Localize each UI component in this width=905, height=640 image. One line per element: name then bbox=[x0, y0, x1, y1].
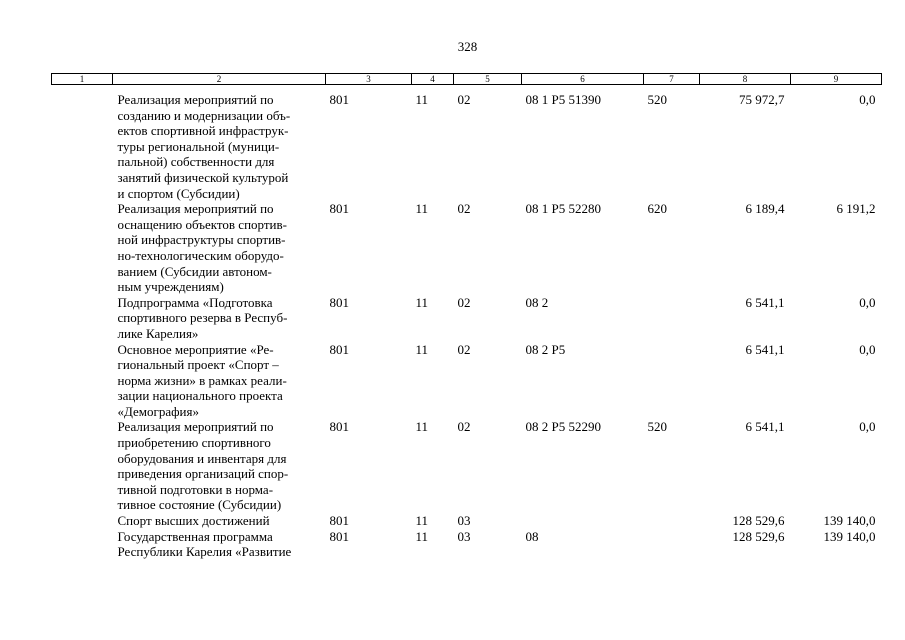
cell-ministry: 801 bbox=[329, 513, 349, 529]
cell-section: 11 bbox=[415, 528, 429, 544]
name-line: Реализация мероприятий по bbox=[117, 419, 274, 435]
name-line: «Демография» bbox=[117, 403, 199, 419]
name-line: пальной) собственности для bbox=[117, 154, 275, 170]
cell-ministry: 801 bbox=[329, 201, 349, 217]
cell-amount-2: 139 140,0 bbox=[823, 513, 876, 529]
cell-subsection: 03 bbox=[457, 513, 471, 529]
cell-ministry: 801 bbox=[329, 92, 349, 107]
cell-section: 11 bbox=[415, 294, 429, 310]
cell-expense-type bbox=[644, 513, 700, 529]
cell-empty bbox=[52, 85, 113, 202]
name-line: гиональный проект «Спорт – bbox=[117, 357, 279, 373]
name-line: норма жизни» в рамках реали- bbox=[117, 372, 287, 388]
name-line: лике Карелия» bbox=[117, 325, 199, 341]
table-row bbox=[52, 85, 882, 202]
table-row bbox=[52, 529, 882, 560]
name-line: Государственная программа bbox=[117, 528, 273, 544]
page-number: 328 bbox=[457, 39, 478, 54]
cell-amount-1: 6 541,1 bbox=[745, 294, 785, 310]
cell-name bbox=[113, 295, 326, 342]
cell-subsection: 03 bbox=[457, 528, 471, 544]
name-line: Подпрограмма «Подготовка bbox=[117, 294, 273, 310]
cell-section: 11 bbox=[415, 201, 429, 217]
cell-target: 08 1 P5 52280 bbox=[525, 201, 601, 217]
column-header: 8 bbox=[700, 74, 791, 85]
name-line: зации национального проекта bbox=[117, 388, 283, 404]
cell-amount-2: 0,0 bbox=[859, 419, 876, 435]
table-row bbox=[52, 295, 882, 342]
cell-amount-2: 6 191,2 bbox=[836, 201, 876, 217]
cell-amount-2: 0,0 bbox=[859, 341, 876, 357]
cell-expense-type bbox=[644, 295, 700, 342]
column-header: 9 bbox=[791, 74, 882, 85]
name-line: спортивного резерва в Респуб- bbox=[117, 310, 288, 326]
cell-subsection: 02 bbox=[457, 201, 471, 217]
cell-amount-2: 0,0 bbox=[859, 294, 876, 310]
cell-section: 11 bbox=[415, 513, 429, 529]
name-line: тивной подготовки в норма- bbox=[117, 481, 274, 497]
cell-empty bbox=[52, 295, 113, 342]
cell-expense-type bbox=[644, 529, 700, 560]
cell-amount-1: 128 529,6 bbox=[732, 528, 785, 544]
name-line: Реализация мероприятий по bbox=[117, 201, 274, 217]
cell-target: 08 2 P5 52290 bbox=[525, 419, 601, 435]
name-line: Основное мероприятие «Ре- bbox=[117, 341, 274, 357]
column-header: 6 bbox=[522, 74, 644, 85]
cell-amount-1: 128 529,6 bbox=[732, 513, 785, 529]
cell-empty bbox=[52, 419, 113, 513]
cell-subsection: 02 bbox=[457, 419, 471, 435]
cell-target: 08 1 P5 51390 bbox=[525, 92, 601, 107]
table-row bbox=[52, 201, 882, 295]
cell-amount-2: 139 140,0 bbox=[823, 528, 876, 544]
column-header: 7 bbox=[644, 74, 700, 85]
column-header: 1 bbox=[52, 74, 113, 85]
cell-empty bbox=[52, 529, 113, 560]
cell-amount-1: 6 189,4 bbox=[745, 201, 785, 217]
name-line: приобретению спортивного bbox=[117, 435, 271, 451]
cell-name bbox=[113, 419, 326, 513]
cell-target bbox=[522, 513, 644, 529]
name-line: приведения организаций спор- bbox=[117, 466, 289, 482]
cell-name bbox=[113, 529, 326, 560]
table-row bbox=[52, 342, 882, 420]
cell-target: 08 2 P5 bbox=[525, 341, 566, 357]
cell-amount-1: 75 972,7 bbox=[739, 92, 785, 107]
cell-expense-type: 520 bbox=[647, 92, 667, 107]
budget-table bbox=[51, 73, 882, 560]
cell-section: 11 bbox=[415, 92, 429, 107]
name-line: ным учреждениям) bbox=[117, 279, 224, 295]
name-line: но-технологическим оборудо- bbox=[117, 247, 284, 263]
cell-ministry: 801 bbox=[329, 294, 349, 310]
name-line: Республики Карелия «Развитие bbox=[117, 544, 292, 560]
cell-ministry: 801 bbox=[329, 419, 349, 435]
column-header: 5 bbox=[454, 74, 522, 85]
cell-target: 08 bbox=[525, 528, 539, 544]
cell-amount-1: 6 541,1 bbox=[745, 419, 785, 435]
name-line: Реализация мероприятий по bbox=[117, 92, 274, 107]
cell-empty bbox=[52, 342, 113, 420]
table-row bbox=[52, 419, 882, 513]
table-row bbox=[52, 513, 882, 529]
name-line: оборудования и инвентаря для bbox=[117, 450, 287, 466]
column-header: 4 bbox=[412, 74, 454, 85]
column-header: 3 bbox=[326, 74, 412, 85]
cell-amount-1: 6 541,1 bbox=[745, 341, 785, 357]
cell-empty bbox=[52, 201, 113, 295]
cell-ministry: 801 bbox=[329, 528, 349, 544]
name-line: оснащению объектов спортив- bbox=[117, 216, 287, 232]
name-line: тивное состояние (Субсидии) bbox=[117, 497, 282, 513]
cell-name bbox=[113, 201, 326, 295]
name-line: и спортом (Субсидии) bbox=[117, 185, 240, 201]
name-line: созданию и модернизации объ- bbox=[117, 107, 291, 123]
column-header: 2 bbox=[113, 74, 326, 85]
name-line: занятий физической культурой bbox=[117, 169, 289, 185]
cell-subsection: 02 bbox=[457, 294, 471, 310]
cell-empty bbox=[52, 513, 113, 529]
name-line: ектов спортивной инфраструк- bbox=[117, 123, 289, 139]
cell-amount-2: 0,0 bbox=[859, 92, 876, 107]
cell-name bbox=[113, 85, 326, 202]
cell-expense-type: 520 bbox=[647, 419, 667, 435]
cell-section: 11 bbox=[415, 419, 429, 435]
cell-subsection: 02 bbox=[457, 92, 471, 107]
name-line: Спорт высших достижений bbox=[117, 513, 270, 529]
cell-subsection: 02 bbox=[457, 341, 471, 357]
cell-target: 08 2 bbox=[525, 294, 549, 310]
table-body bbox=[52, 85, 882, 560]
cell-ministry: 801 bbox=[329, 341, 349, 357]
name-line: ванием (Субсидии автоном- bbox=[117, 263, 272, 279]
cell-section: 11 bbox=[415, 341, 429, 357]
cell-name bbox=[113, 513, 326, 529]
column-number-header bbox=[52, 74, 882, 85]
cell-expense-type bbox=[644, 342, 700, 420]
name-line: туры региональной (муници- bbox=[117, 138, 280, 154]
name-line: ной инфраструктуры спортив- bbox=[117, 232, 286, 248]
cell-expense-type: 620 bbox=[647, 201, 667, 217]
cell-name bbox=[113, 342, 326, 420]
